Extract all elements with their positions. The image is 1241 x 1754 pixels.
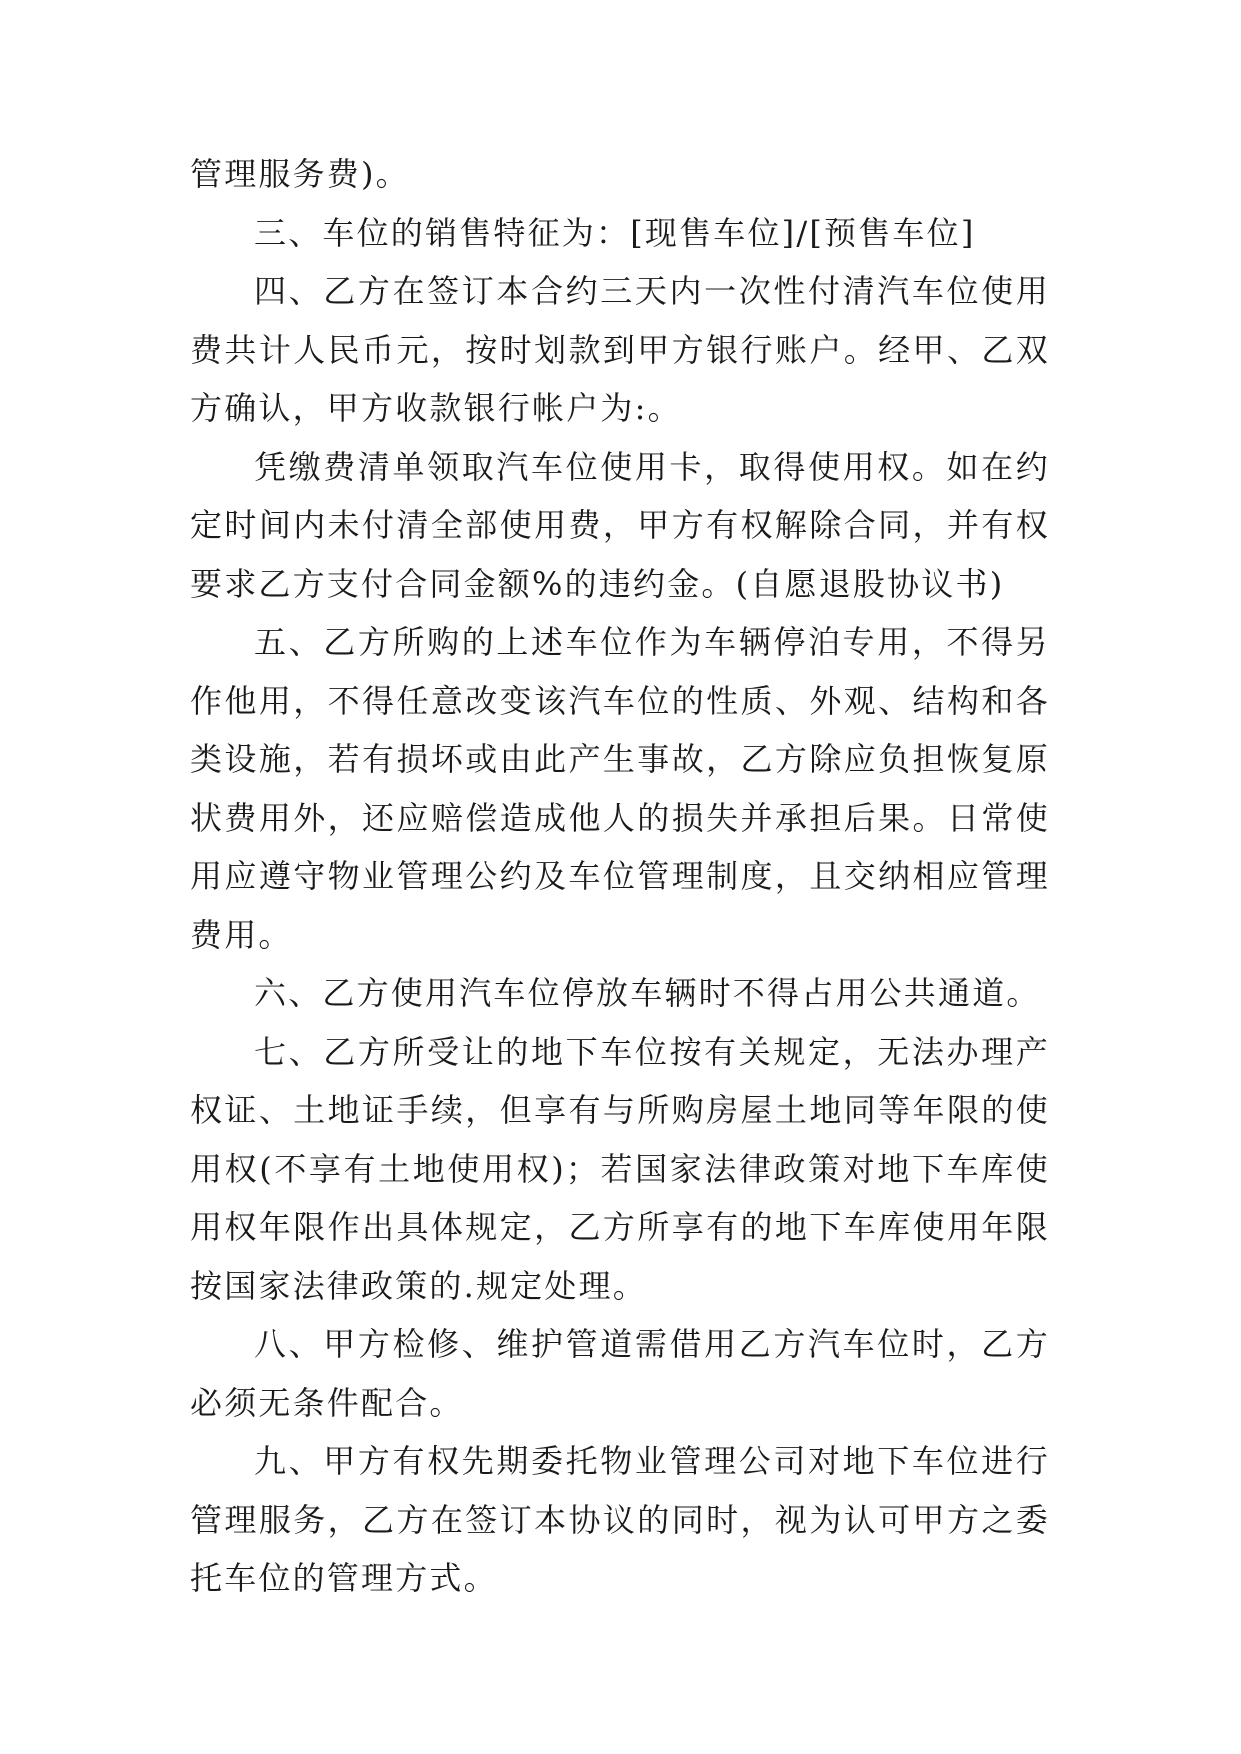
paragraph-clause-8: 八、甲方检修、维护管道需借用乙方汽车位时，乙方必须无条件配合。: [190, 1325, 1050, 1422]
paragraph-clause-3: 三、车位的销售特征为：[现售车位]/[预售车位]: [254, 213, 976, 252]
paragraph-clause-9: 九、甲方有权先期委托物业管理公司对地下车位进行管理服务，乙方在签订本协议的同时，视为认可甲方之委托车位的管理方式。: [190, 1442, 1050, 1597]
paragraph-clause-4: 四、乙方在签订本合约三天内一次性付清汽车位使用费共计人民币元，按时划款到甲方银行账户。经甲、乙双方确认，甲方收款银行帐户为:。: [190, 272, 1050, 427]
paragraph-clause-7: 七、乙方所受让的地下车位按有关规定，无法办理产权证、土地证手续，但享有与所购房屋土地同等年限的使用权(不享有土地使用权)；若国家法律政策对地下车库使用权年限作出具体规定，乙方所享有的地下车库使用年限按国家法律政策的.规定处理。: [190, 1032, 1050, 1305]
paragraph-continuation: 管理服务费)。: [190, 155, 410, 193]
paragraph-clause-5: 五、乙方所购的上述车位作为车辆停泊专用，不得另作他用，不得任意改变该汽车位的性质、外观、结构和各类设施，若有损坏或由此产生事故，乙方除应负担恢复原状费用外，还应赔偿造成他人的损失并承担后果。日常使用应遵守物业管理公约及车位管理制度，且交纳相应管理费用。: [190, 623, 1050, 954]
document-body: [190, 145, 1050, 1608]
paragraph-clause-4-cont: 凭缴费清单领取汽车位使用卡，取得使用权。如在约定时间内未付清全部使用费，甲方有权解除合同，并有权要求乙方支付合同金额%的违约金。(自愿退股协议书): [190, 447, 1050, 603]
paragraph-clause-6: 六、乙方使用汽车位停放车辆时不得占用公共通道。: [254, 974, 1041, 1012]
